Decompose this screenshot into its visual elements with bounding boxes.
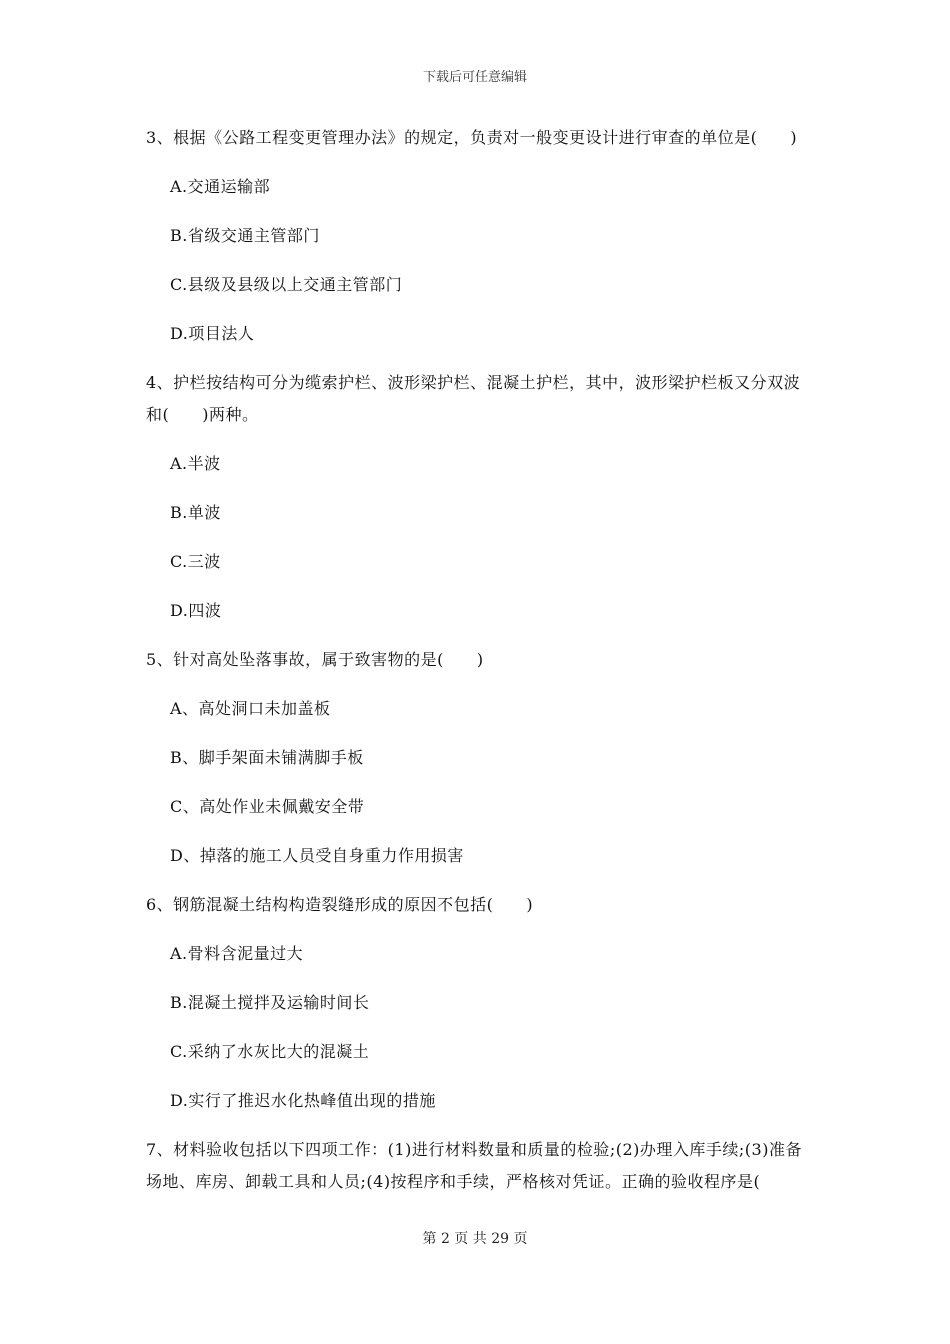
option-c: C.三波: [170, 552, 221, 571]
question-7: [146, 1134, 808, 1198]
question-4: [146, 367, 808, 627]
option-b: B.单波: [170, 503, 221, 522]
option-d: D.实行了推迟水化热峰值出现的措施: [170, 1091, 436, 1110]
question-stem: 6、钢筋混凝土结构构造裂缝形成的原因不包括( ): [146, 895, 534, 914]
option-a: A、高处洞口未加盖板: [170, 699, 331, 718]
option-d: D、掉落的施工人员受自身重力作用损害: [170, 846, 464, 865]
option-c: C.县级及县级以上交通主管部门: [170, 275, 403, 294]
option-a: A.交通运输部: [170, 177, 271, 196]
option-b: B、脚手架面未铺满脚手板: [170, 748, 364, 767]
option-b: B.混凝土搅拌及运输时间长: [170, 993, 370, 1012]
question-6: [146, 889, 808, 1117]
question-5: [146, 644, 808, 872]
page-header: 下载后可任意编辑: [422, 70, 527, 85]
question-stem: 3、根据《公路工程变更管理办法》的规定，负责对一般变更设计进行审查的单位是( ): [146, 128, 798, 147]
document-body: [146, 122, 808, 1198]
option-d: D.四波: [170, 601, 222, 620]
option-d: D.项目法人: [170, 324, 255, 343]
question-stem: 4、护栏按结构可分为缆索护栏、波形梁护栏、混凝土护栏，其中，波形梁护栏板又分双波和( )两种。: [146, 373, 801, 424]
page-footer: 第 2 页 共 29 页: [422, 1231, 528, 1247]
option-b: B.省级交通主管部门: [170, 226, 320, 245]
option-a: A.半波: [170, 454, 221, 473]
question-3: [146, 122, 808, 350]
option-c: C、高处作业未佩戴安全带: [170, 797, 365, 816]
option-c: C.采纳了水灰比大的混凝土: [170, 1042, 370, 1061]
option-a: A.骨料含泥量过大: [170, 944, 304, 963]
question-stem: 5、针对高处坠落事故，属于致害物的是( ): [146, 650, 484, 669]
question-stem: 7、材料验收包括以下四项工作：(1)进行材料数量和质量的检验;(2)办理入库手续;(3)准备场地、库房、卸载工具和人员;(4)按程序和手续，严格核对凭证。正确的验收程序是(: [146, 1140, 802, 1191]
